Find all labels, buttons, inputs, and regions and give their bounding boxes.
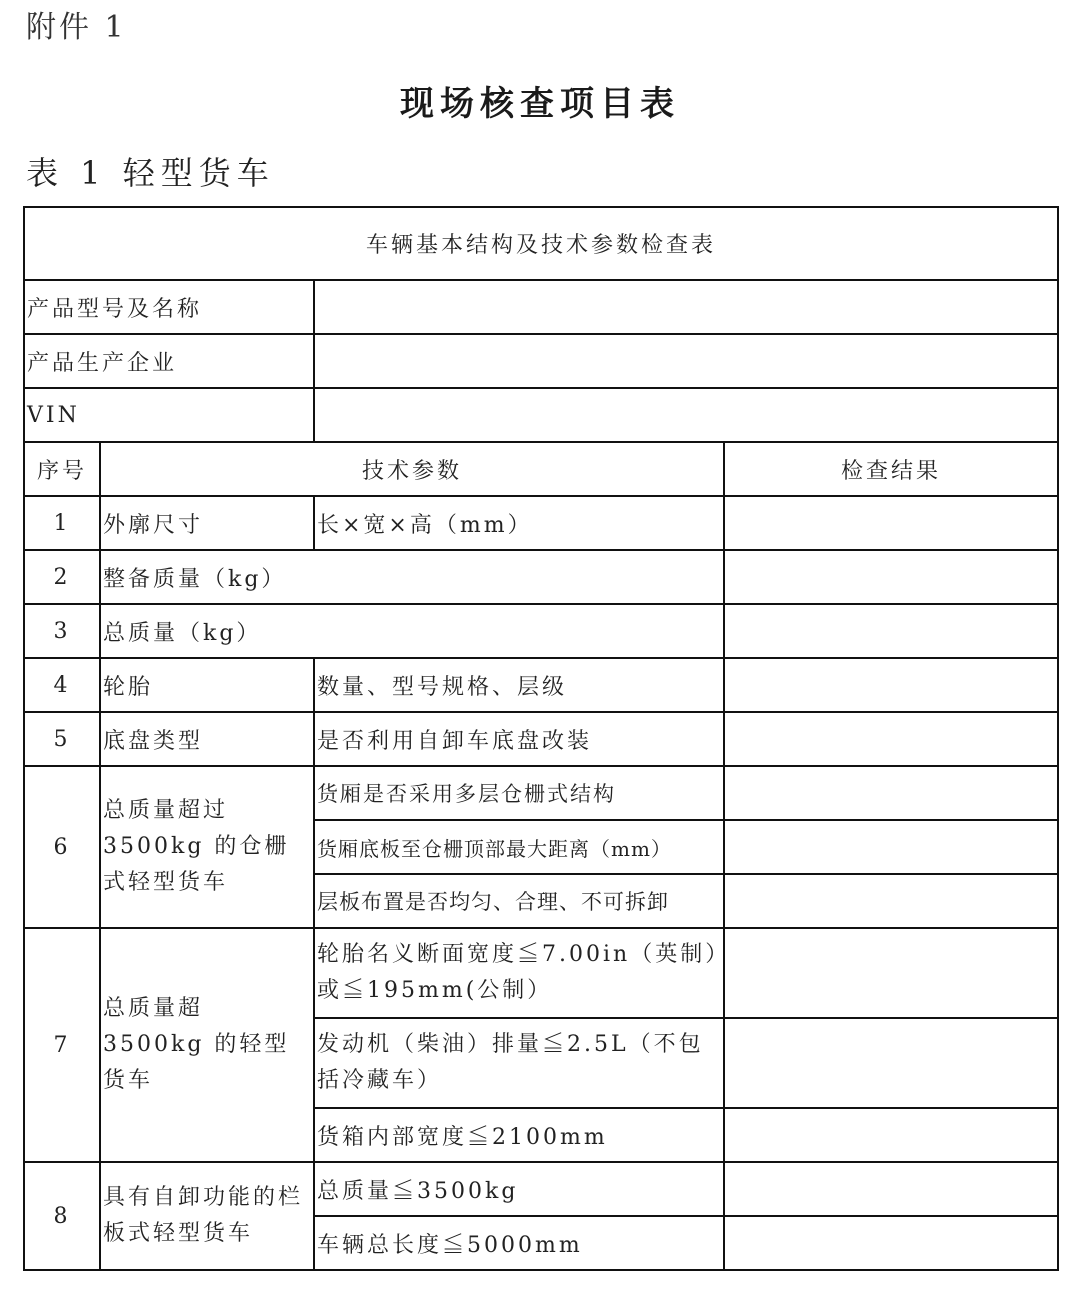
result-cell[interactable]: [724, 928, 1058, 1018]
table-row: [24, 928, 1058, 1018]
row-sub: 货箱内部宽度≦2100mm: [314, 1108, 724, 1162]
result-cell[interactable]: [724, 1108, 1058, 1162]
table-row: [24, 604, 1058, 658]
info-value-vin[interactable]: [314, 388, 1058, 442]
table-row: [24, 496, 1058, 550]
row-sub: 长×宽×高（mm）: [314, 496, 724, 550]
row-sub: 货厢底板至仓栅顶部最大距离（mm）: [314, 820, 724, 874]
info-value-manufacturer[interactable]: [314, 334, 1058, 388]
table-row: [24, 766, 1058, 820]
result-cell[interactable]: [724, 658, 1058, 712]
row-item: 底盘类型: [100, 712, 314, 766]
row-no: 6: [24, 766, 100, 928]
row-no: 5: [24, 712, 100, 766]
row-sub: 是否利用自卸车底盘改装: [314, 712, 724, 766]
row-no: 4: [24, 658, 100, 712]
table-name: 表 1 轻型货车: [26, 154, 275, 192]
page-title: 现场核查项目表: [400, 84, 680, 124]
table-row: [24, 658, 1058, 712]
row-no: 3: [24, 604, 100, 658]
result-cell[interactable]: [724, 550, 1058, 604]
table-row: [24, 550, 1058, 604]
table-row: [24, 1162, 1058, 1216]
result-cell[interactable]: [724, 1216, 1058, 1270]
row-sub: 层板布置是否均匀、合理、不可拆卸: [314, 874, 724, 928]
result-cell[interactable]: [724, 1018, 1058, 1108]
info-label-manufacturer: 产品生产企业: [24, 334, 314, 388]
row-no: 8: [24, 1162, 100, 1270]
info-label-model: 产品型号及名称: [24, 280, 314, 334]
row-sub: 数量、型号规格、层级: [314, 658, 724, 712]
info-label-vin: VIN: [24, 388, 314, 442]
row-item: 整备质量（kg）: [100, 550, 724, 604]
row-item: 总质量超 3500kg 的轻型货车: [100, 928, 314, 1162]
row-item: 具有自卸功能的栏板式轻型货车: [100, 1162, 314, 1270]
row-no: 2: [24, 550, 100, 604]
row-item: 轮胎: [100, 658, 314, 712]
header-no: 序号: [24, 442, 100, 496]
info-value-model[interactable]: [314, 280, 1058, 334]
row-no: 1: [24, 496, 100, 550]
table-caption: 车辆基本结构及技术参数检查表: [24, 207, 1058, 280]
result-cell[interactable]: [724, 874, 1058, 928]
row-item: 总质量（kg）: [100, 604, 724, 658]
row-sub: 货厢是否采用多层仓栅式结构: [314, 766, 724, 820]
row-no: 7: [24, 928, 100, 1162]
row-sub: 车辆总长度≦5000mm: [314, 1216, 724, 1270]
result-cell[interactable]: [724, 1162, 1058, 1216]
row-sub: 轮胎名义断面宽度≦7.00in（英制）或≦195mm(公制）: [314, 928, 724, 1018]
result-cell[interactable]: [724, 712, 1058, 766]
result-cell[interactable]: [724, 820, 1058, 874]
row-item: 总质量超过 3500kg 的仓栅式轻型货车: [100, 766, 314, 928]
result-cell[interactable]: [724, 766, 1058, 820]
attachment-label: 附件 1: [26, 10, 127, 45]
header-param: 技术参数: [100, 442, 724, 496]
table-row: [24, 712, 1058, 766]
row-item: 外廓尺寸: [100, 496, 314, 550]
result-cell[interactable]: [724, 496, 1058, 550]
result-cell[interactable]: [724, 604, 1058, 658]
inspection-table: [23, 206, 1059, 1271]
row-sub: 总质量≦3500kg: [314, 1162, 724, 1216]
header-result: 检查结果: [724, 442, 1058, 496]
row-sub: 发动机（柴油）排量≦2.5L（不包括冷藏车）: [314, 1018, 724, 1108]
